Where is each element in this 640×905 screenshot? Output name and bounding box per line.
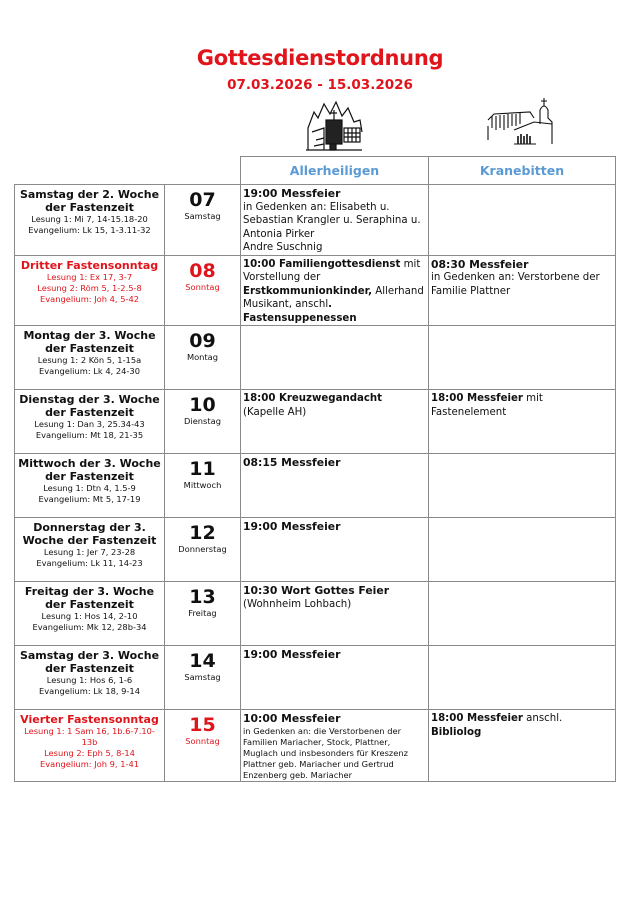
schedule-table [14,156,616,782]
weekday: Montag [186,352,219,362]
feast-title: Dritter Fastensonntag [20,258,159,272]
date-cell [165,255,241,326]
reading: Evangelium: Mt 18, 21-35 [35,430,144,440]
event-detail: (Kapelle AH) [243,406,307,418]
date-cell [165,518,241,582]
location-header-row [15,157,616,185]
event-detail: (Wohnheim Lohbach) [243,598,352,610]
table-row [15,185,616,256]
table-row [15,646,616,710]
feast-title: Samstag der 3. Woche der Fastenzeit [19,649,160,675]
reading: Lesung 1: Hos 6, 1-6 [46,675,133,685]
day-number: 10 [189,394,216,416]
empty-header-cell [15,157,165,185]
event-detail: Familie Plattner [431,285,511,297]
day-number: 15 [189,714,216,736]
event-title: 19:00 Messfeier [243,520,341,533]
date-cell [165,390,241,454]
event-title: 10:00 Messfeier [243,712,341,725]
table-row [15,255,616,326]
day-number: 12 [189,522,216,544]
feast-title: Freitag der 3. Woche der Fastenzeit [24,585,155,611]
table-row [15,710,616,782]
kranebitten-event [429,454,616,518]
kranebitten-event [429,646,616,710]
allerheiligen-event [241,710,429,782]
table-row [15,454,616,518]
event-detail: mit Fastenelement [431,393,543,418]
liturgy-cell [15,326,165,390]
event-detail: in Gedenken an: Elisabeth u. [243,201,390,213]
location-header-kranebitten: Kranebitten [429,157,616,185]
reading: Lesung 2: Eph 5, 8-14 [44,748,135,758]
kranebitten-event [429,390,616,454]
liturgy-cell [15,255,165,326]
reading: Evangelium: Mt 5, 17-19 [38,494,141,504]
event-detail: in Gedenken an: die Verstorbenen der Familien Mariacher, Stock, Plattner, Muglach und insbesonders für Kreszenz Plattner geb. Mariacher und Gertrud Enzenberg geb. Mariacher [243,725,409,780]
day-number: 08 [189,259,216,282]
event-title: 19:00 Messfeier [243,187,341,200]
church-allerheiligen-icon [304,98,366,152]
reading: Evangelium: Joh 9, 1-41 [39,759,140,769]
reading: Lesung 1: Mi 7, 14-15.18-20 [31,214,148,224]
allerheiligen-event [241,326,429,390]
weekday: Sonntag [185,281,220,292]
kranebitten-event [429,518,616,582]
event-detail: mit Vorstellung der [243,258,421,283]
reading: Lesung 1: Jer 7, 23-28 [43,547,136,557]
liturgy-cell [15,582,165,646]
event-title: 10:30 Wort Gottes Feier [243,584,390,597]
allerheiligen-event [241,646,429,710]
liturgy-cell [15,518,165,582]
day-number: 07 [189,189,216,211]
reading: Lesung 1: 1 Sam 16, 1b.6-7.10-13b [24,726,155,747]
weekday: Mittwoch [183,480,222,490]
event-highlight: Erstkommunionkinder, [243,285,373,297]
feast-title: Donnerstag der 3. Woche der Fastenzeit [22,521,157,547]
weekday: Freitag [188,608,217,618]
reading: Evangelium: Lk 15, 1-3.11-32 [28,225,151,235]
feast-title: Montag der 3. Woche der Fastenzeit [23,329,156,355]
event-detail: in Gedenken an: Verstorbene der [431,272,600,283]
allerheiligen-event [241,454,429,518]
event-title: 08:30 Messfeier [431,257,529,271]
allerheiligen-event [241,185,429,256]
table-row [15,390,616,454]
date-cell [165,582,241,646]
feast-title: Samstag der 2. Woche der Fastenzeit [19,188,160,214]
allerheiligen-event [241,255,429,326]
kranebitten-event [429,582,616,646]
kranebitten-event [429,255,616,326]
event-title: 18:00 Messfeier [431,393,523,404]
event-title: 18:00 Messfeier [431,713,523,724]
kranebitten-event [429,710,616,782]
allerheiligen-event [241,582,429,646]
feast-title: Vierter Fastensonntag [20,713,159,726]
reading: Evangelium: Lk 4, 24-30 [39,366,140,376]
reading: Evangelium: Mk 12, 28b-34 [32,622,147,632]
allerheiligen-event [241,518,429,582]
reading: Lesung 1: Dan 3, 25.34-43 [34,419,145,429]
reading: Lesung 1: Dtn 4, 1.5-9 [43,483,136,493]
reading: Lesung 2: Röm 5, 1-2.5-8 [37,282,142,293]
reading: Lesung 1: 2 Kön 5, 1-15a [37,355,142,365]
event-title: 19:00 Messfeier [243,648,341,661]
event-detail: Sebastian Krangler u. Seraphina u. [243,215,421,226]
day-number: 09 [189,330,216,352]
day-number: 11 [189,458,216,480]
feast-title: Dienstag der 3. Woche der Fastenzeit [19,393,160,419]
event-title: 18:00 Kreuzwegandacht [243,393,383,404]
date-cell [165,185,241,256]
event-highlight: Bibliolog [431,726,482,738]
event-detail: Andre Suschnig [243,242,323,253]
weekday: Samstag [184,211,221,221]
weekday: Sonntag [185,736,220,746]
weekday: Dienstag [184,416,221,426]
event-detail: Allerhand Musikant, anschl [243,285,424,310]
date-cell [165,646,241,710]
reading: Evangelium: Joh 4, 5-42 [39,293,140,304]
reading: Lesung 1: Hos 14, 2-10 [41,611,138,621]
church-kranebitten-icon [484,96,560,152]
event-detail: Antonia Pirker [243,228,315,240]
liturgy-cell [15,390,165,454]
date-cell [165,454,241,518]
date-cell [165,326,241,390]
feast-title: Mittwoch der 3. Woche der Fastenzeit [18,457,161,483]
reading: Lesung 1: Ex 17, 3-7 [46,271,133,282]
event-detail: anschl. [522,713,563,724]
event-highlight: . Fastensuppenessen [243,299,357,324]
event-title: 08:15 Messfeier [243,456,341,469]
reading: Evangelium: Lk 18, 9-14 [39,686,140,696]
empty-header-cell [165,157,241,185]
page-title: Gottesdienstordnung [196,46,444,70]
date-cell [165,710,241,782]
allerheiligen-event [241,390,429,454]
kranebitten-event [429,185,616,256]
table-row [15,582,616,646]
kranebitten-event [429,326,616,390]
date-range: 07.03.2026 - 15.03.2026 [227,77,413,93]
liturgy-cell [15,185,165,256]
weekday: Donnerstag [178,544,227,554]
day-number: 14 [189,650,216,672]
table-row [15,326,616,390]
table-row [15,518,616,582]
liturgy-cell [15,710,165,782]
reading: Evangelium: Lk 11, 14-23 [36,558,143,568]
liturgy-cell [15,646,165,710]
weekday: Samstag [184,672,221,682]
liturgy-cell [15,454,165,518]
day-number: 13 [189,586,216,608]
event-title: 10:00 Familiengottesdienst [243,258,401,270]
location-header-allerheiligen: Allerheiligen [241,157,429,185]
